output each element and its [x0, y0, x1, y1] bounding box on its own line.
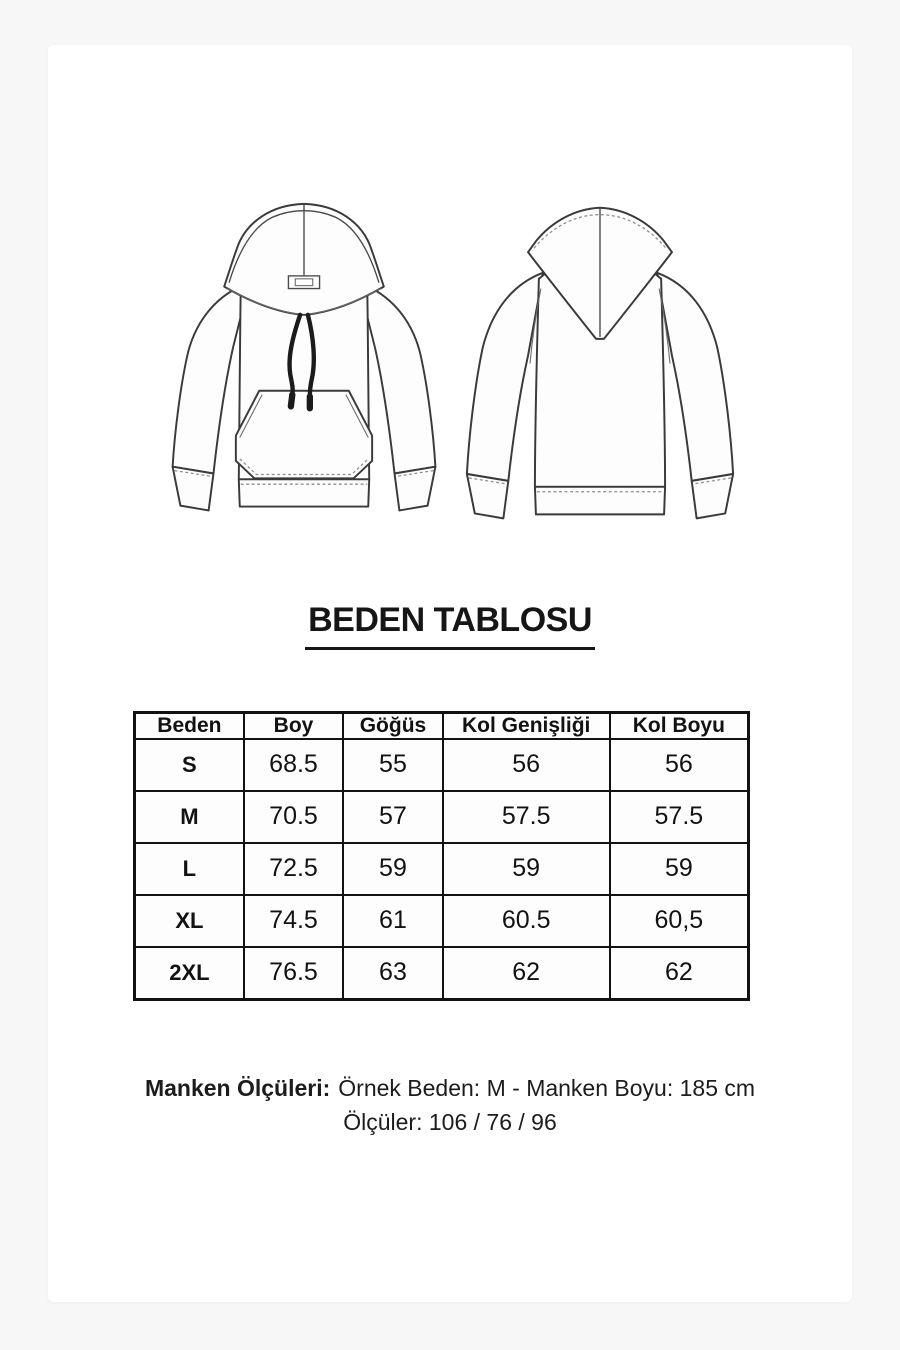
value-cell: 55 [343, 739, 442, 791]
model-measurements-note [48, 1071, 852, 1139]
size-label: S [135, 739, 244, 791]
page-title: BEDEN TABLOSU [305, 601, 595, 650]
table-row-l [135, 843, 749, 895]
value-cell: 56 [610, 739, 749, 791]
value-cell: 76.5 [244, 947, 343, 1000]
size-table-header-row [135, 713, 749, 740]
value-cell: 62 [443, 947, 610, 1000]
hoodie-back-svg [452, 192, 748, 543]
value-cell: 57 [343, 791, 442, 843]
back-hem-band [535, 487, 665, 515]
hoodie-front-drawing [158, 190, 450, 542]
value-cell: 70.5 [244, 791, 343, 843]
value-cell: 57.5 [610, 791, 749, 843]
value-cell: 56 [443, 739, 610, 791]
value-cell: 72.5 [244, 843, 343, 895]
size-label: 2XL [135, 947, 244, 1000]
value-cell: 60,5 [610, 895, 749, 947]
value-cell: 68.5 [244, 739, 343, 791]
front-kangaroo-pocket [236, 391, 372, 479]
model-measurements-text: Örnek Beden: M - Manken Boyu: 185 cm [338, 1075, 756, 1101]
value-cell: 57.5 [443, 791, 610, 843]
value-cell: 60.5 [443, 895, 610, 947]
model-measurements-line2: Ölçüler: 106 / 76 / 96 [343, 1109, 557, 1135]
col-header-kol-boyu: Kol Boyu [610, 713, 749, 740]
value-cell: 74.5 [244, 895, 343, 947]
value-cell: 62 [610, 947, 749, 1000]
table-row-xl [135, 895, 749, 947]
size-label: XL [135, 895, 244, 947]
model-measurements-line1 [48, 1071, 852, 1105]
value-cell: 59 [343, 843, 442, 895]
value-cell: 61 [343, 895, 442, 947]
table-row-m [135, 791, 749, 843]
col-header-beden: Beden [135, 713, 244, 740]
table-row-2xl [135, 947, 749, 1000]
col-header-boy: Boy [244, 713, 343, 740]
model-measurements-label: Manken Ölçüleri: [144, 1075, 331, 1101]
value-cell: 59 [443, 843, 610, 895]
size-table [133, 711, 750, 1001]
col-header-gogus: Göğüs [343, 713, 442, 740]
hoodie-back-drawing [452, 192, 748, 548]
size-label: M [135, 791, 244, 843]
front-hem-band [239, 479, 369, 506]
size-label: L [135, 843, 244, 895]
col-header-kol-genisligi: Kol Genişliği [443, 713, 610, 740]
value-cell: 63 [343, 947, 442, 1000]
title-section [48, 601, 852, 650]
hoodie-front-svg [158, 190, 450, 537]
back-right-sleeve [657, 273, 733, 481]
product-info-card [48, 45, 852, 1302]
back-left-sleeve [467, 273, 543, 481]
table-row-s [135, 739, 749, 791]
value-cell: 59 [610, 843, 749, 895]
